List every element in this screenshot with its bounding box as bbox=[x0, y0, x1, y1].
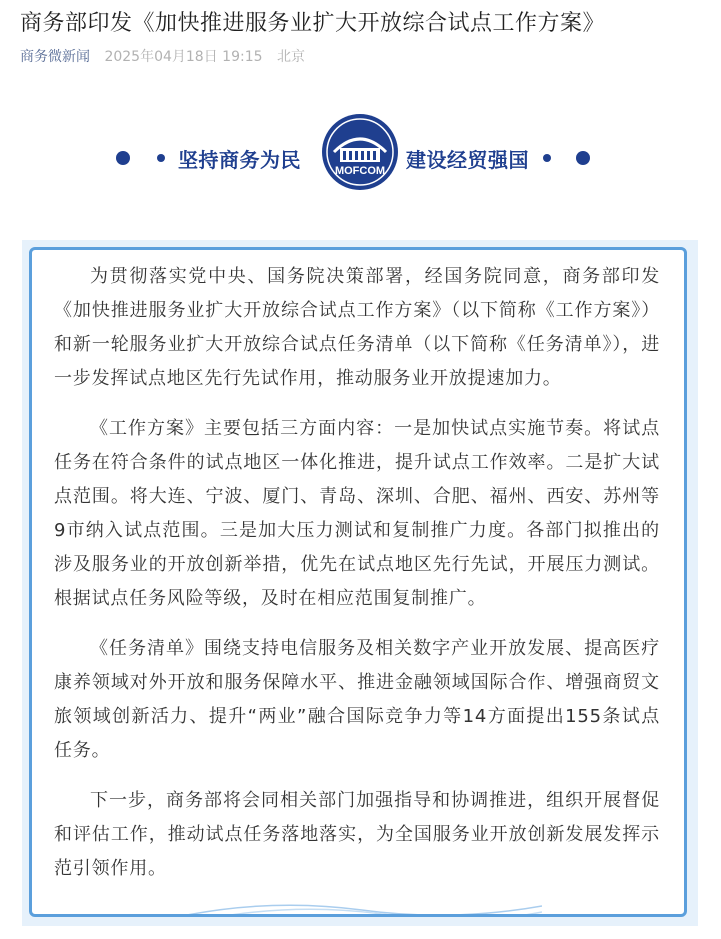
logo-text: MOFCOM bbox=[334, 165, 386, 177]
decorative-dot-icon bbox=[543, 154, 551, 162]
decorative-dot-icon bbox=[576, 151, 590, 165]
mofcom-logo-icon bbox=[320, 112, 400, 192]
slogan-right: 建设经贸强国 bbox=[406, 148, 529, 172]
paragraph-3: 《任务清单》围绕支持电信服务及相关数字产业开放发展、提高医疗康养领域对外开放和服务保障水平、推进金融领域国际合作、增强商贸文旅领域创新活力、提升“两业”融合国际竞争力等14方面提出155条试点任务。 bbox=[54, 638, 660, 761]
account-name-link[interactable]: 商务微新闻 bbox=[20, 49, 90, 65]
decorative-dot-icon bbox=[157, 154, 165, 162]
article-meta bbox=[20, 46, 305, 66]
article-title: 商务部印发《加快推进服务业扩大开放综合试点工作方案》 bbox=[20, 11, 606, 36]
mofcom-banner bbox=[0, 112, 721, 204]
content-card bbox=[29, 247, 687, 917]
article-body bbox=[32, 250, 684, 886]
paragraph-1: 为贯彻落实党中央、国务院决策部署，经国务院同意，商务部印发《加快推进服务业扩大开放综合试点工作方案》（以下简称《工作方案》）和新一轮服务业扩大开放综合试点任务清单（以下简称《任务清单》），进一步发挥试点地区先行先试作用，推动服务业开放提速加力。 bbox=[54, 266, 660, 389]
slogan-left: 坚持商务为民 bbox=[178, 148, 301, 172]
wave-decoration-icon bbox=[182, 896, 542, 917]
paragraph-4: 下一步，商务部将会同相关部门加强指导和协调推进，组织开展督促和评估工作，推动试点任务落地落实，为全国服务业开放创新发展发挥示范引领作用。 bbox=[54, 790, 660, 879]
decorative-dot-icon bbox=[116, 151, 130, 165]
publish-location: 北京 bbox=[276, 49, 305, 65]
publish-datetime: 2025年04月18日 19:15 bbox=[104, 49, 263, 65]
paragraph-2: 《工作方案》主要包括三方面内容：一是加快试点实施节奏。将试点任务在符合条件的试点地区一体化推进，提升试点工作效率。二是扩大试点范围。将大连、宁波、厦门、青岛、深圳、合肥、福州、西安、苏州等9市纳入试点范围。三是加大压力测试和复制推广力度。各部门拟推出的涉及服务业的开放创新举措，优先在试点地区先行先试，开展压力测试。根据试点任务风险等级，及时在相应范围复制推广。 bbox=[54, 418, 660, 609]
